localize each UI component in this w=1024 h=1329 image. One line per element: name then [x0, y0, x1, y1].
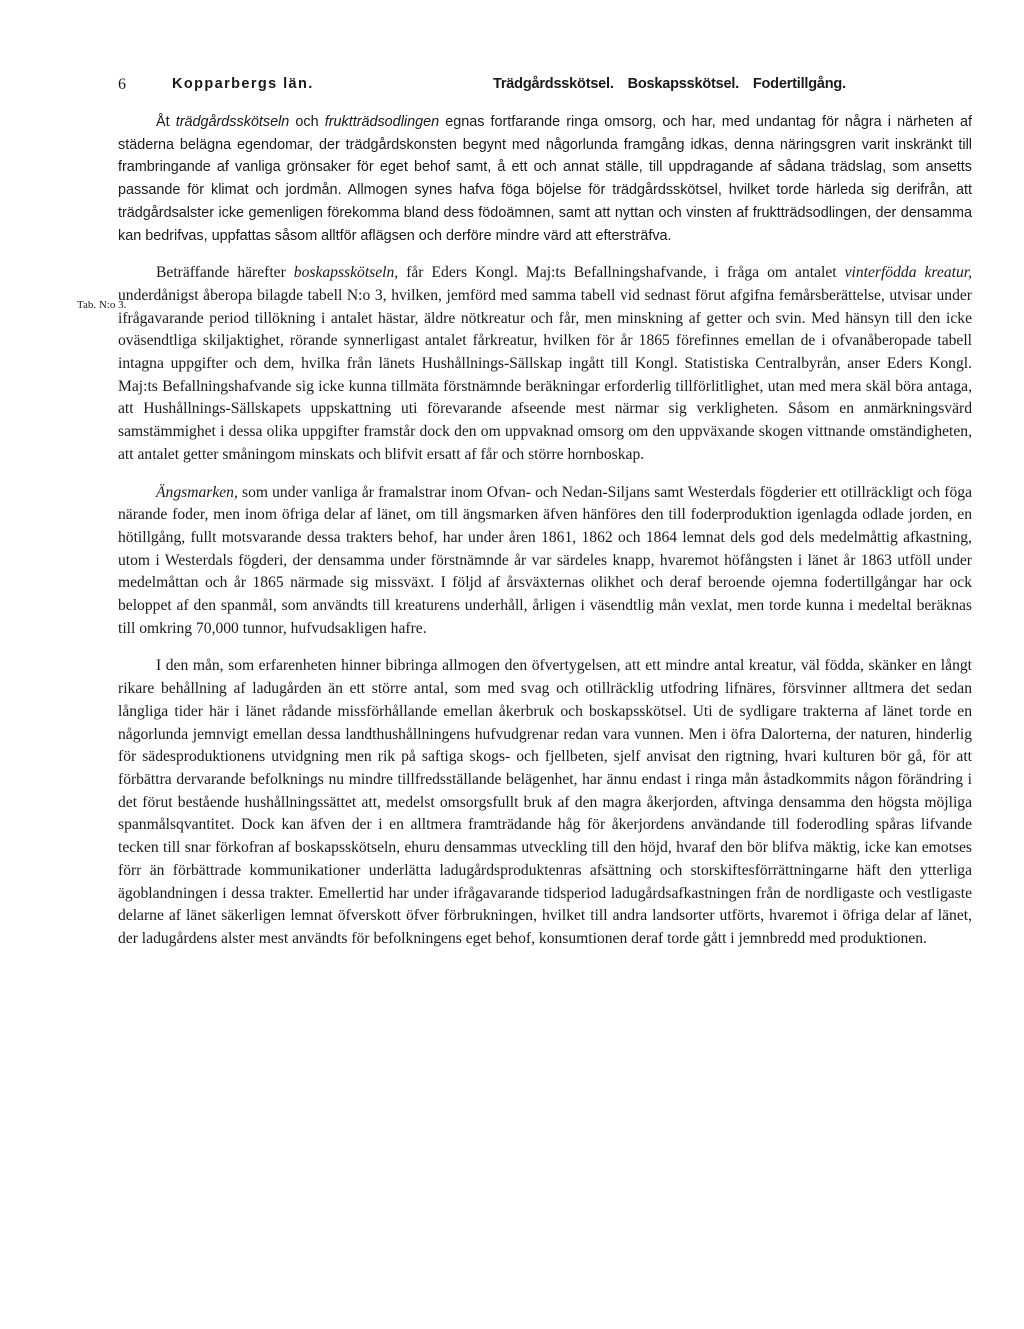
paragraph-text: får Eders Kongl. Maj:ts Befallningshafvande, i fråga om antalet	[398, 264, 845, 282]
paragraph-text: I den mån, som erfarenheten hinner bibringa allmogen den öfvertygelsen, att ett mindre antal kreatur, väl födda, skänker en långt rikare behållning af ladugården än ett större antal, som med svag och otillräcklig utfodring lifnäres, försvinner alltmera det sedan långliga tider här i länet rådande missförhållande emellan åkerbruk och boskapsskötsel. Uti de sydligare trakterna af länet torde en någorlunda jemnvigt emellan dessa landthushållningens hufvudgrenar redan vara vunnen. Men i öfra Dalorterna, der naturen, hinderlig för sädesproduktionens utvidgning men rik på saftiga skogs- och fjellbeten, sjelf anvisat den rigtning, hvari kulturen bör gå, för att förbättra dervarande befolknings nu mindre tillfredsställande belägenhet, har ännu endast i ringa mån åstadkommits någon förändring i det förut bestående hushållningssättet att, medelst omsorgsfullt bruk af den magra åkerjorden, aftvinga densamma den högsta möjliga spanmålsqvantitet. Dock kan äfven der i en alltmera framträdande håg för åkerjordens användande till foderodling spåras lifvande tecken till snar förkofran af boskapsskötseln, ehuru densammas utveckling till den höjd, hvaraf den bör blifva mäktig, icke kan emotses förr än förbättrade kommunikationer underlätta ladugårdsproduktenras afsättning och storskiftesförrättningarne häft den ytterliga ägoblandningen i dessa trakter. Emellertid har under ifrågavarande tidsperiod ladugårdsafkastningen från de nordligaste och vestligaste delarne af länet säkerligen lemnat öfverskott öfver förbrukningen, hvilket till andra landsorter utförts, hvaremot i öfriga delar af länet, der ladugårdens alster mest användts för befolkningens eget behof, konsumtionen deraf torde gått i jemnbredd med produktionen.	[118, 657, 972, 947]
topic-fodder: Fodertillgång.	[752, 76, 846, 92]
paragraph-text: underdånigst åberopa bilagde tabell N:o 3, hvilken, jemförd med samma tabell vid sednast förut afgifna femårsberättelse, utvisar under ifrågavarande period tillökning i antalet hästar, äldre nötkreatur och får, men minskning af getter och svin. Med hänsyn till den icke oväsendtliga skiljaktighet, rörande synnerligast antalet fårkreatur, hvilken för år 1865 förefinnes emellan de i ofvanåberopade tabell intagna uppgifter och dem, hvilka från länets Hushållnings-Sällskap ingått till Kongl. Statistiska Centralbyrån, anser Eders Kongl. Maj:ts Befallningshafvande sig icke kunna tillmäta förstnämnde beräkningar erforderlig tillförlitlighet, utan med mera skäl böra antaga, att Hushållnings-Sällskapets uppskattning uti förevarande afseende mest närmar sig verkligheten. Såsom en anmärkningsvärd samstämmighet i dessa olika uppgifter framstår dock den om uppvaknad omsorg om den uppväxande skogen vittnande omständigheten, att antalet getter småningom minskats och blifvit ersatt af får och större hornboskap.	[118, 286, 972, 463]
emphasis-term: boskapsskötseln,	[293, 264, 399, 282]
topic-gardening: Trädgårdsskötsel.	[493, 76, 614, 92]
paragraph-balance	[118, 655, 972, 950]
emphasis-term: fruktträdsodlingen	[324, 114, 440, 130]
paragraph-text: Åt	[156, 114, 176, 130]
emphasis-term: Ängsmarken,	[156, 483, 238, 501]
running-header	[118, 76, 846, 98]
emphasis-term: trädgårdsskötseln	[175, 114, 290, 130]
topic-livestock: Boskapsskötsel.	[627, 76, 740, 92]
paragraph-text: som under vanliga år framalstrar inom Ofvan- och Nedan-Siljans samt Westerdals fögderier ett otillräckligt och föga närande foder, men inom öfriga delar af länet, om till ängsmarken äfven hänföres den till foderproduktion igenlagda odlade jorden, en hötillgång, fullt motsvarande dessa trakters behof, har under åren 1861, 1862 och 1864 lemnat dels god dels medelmåttig afkastning, utom i Westerdals fögderi, der densamma under förstnämnde år var särdeles knapp, hvaremot höfångsten i länet år 1863 utföll under medelmåttan och år 1865 närmade sig missväxt. I följd af årsväxternas olikhet och deraf beroende ojemna fodertillgångar har ock beloppet af den spanmål, som användts till kreaturens underhåll, årligen i väsendtlig mån vexlat, men torde kunna i medeltal beräknas till omkring 70,000 tunnor, hufvudsakligen hafre.	[118, 483, 972, 637]
paragraph-meadows	[118, 482, 972, 641]
page-number: 6	[118, 76, 126, 93]
paragraph-text: egnas fortfarande ringa omsorg, och har, med undantag för några i närheten af städerna belägna egendomar, der trädgårdskonsten begynt med någorlunda framgång idkas, denna näringsgren varit inskränkt till frambringande af vanliga grönsaker för eget behof samt, å ett och annat ställe, till uppdragande af sådana trädslag, som ansetts passande för klimat och jordmån. Allmogen synes hafva föga böjelse för trädgårdsskötsel, hvilket torde härleda sig derifrån, att trädgårdsalster icke gemenligen förekomma bland dess födoämnen, samt att nyttan och vinsten af fruktträdsodlingen, der densamma kan bedrifvas, uppfattas såsom alltför aflägsen och derföre mindre värd att eftersträfva.	[118, 114, 972, 244]
paragraph-text: Beträffande härefter	[156, 264, 294, 282]
emphasis-term: vinterfödda kreatur,	[844, 264, 972, 282]
paragraph-gardening	[118, 111, 972, 247]
county-title: Kopparbergs län.	[172, 76, 314, 92]
section-topics	[493, 76, 856, 92]
paragraph-livestock	[118, 262, 972, 466]
body-text	[118, 111, 972, 966]
margin-table-reference: Tab. N:o 3.	[77, 299, 127, 311]
paragraph-text: och	[289, 114, 325, 130]
